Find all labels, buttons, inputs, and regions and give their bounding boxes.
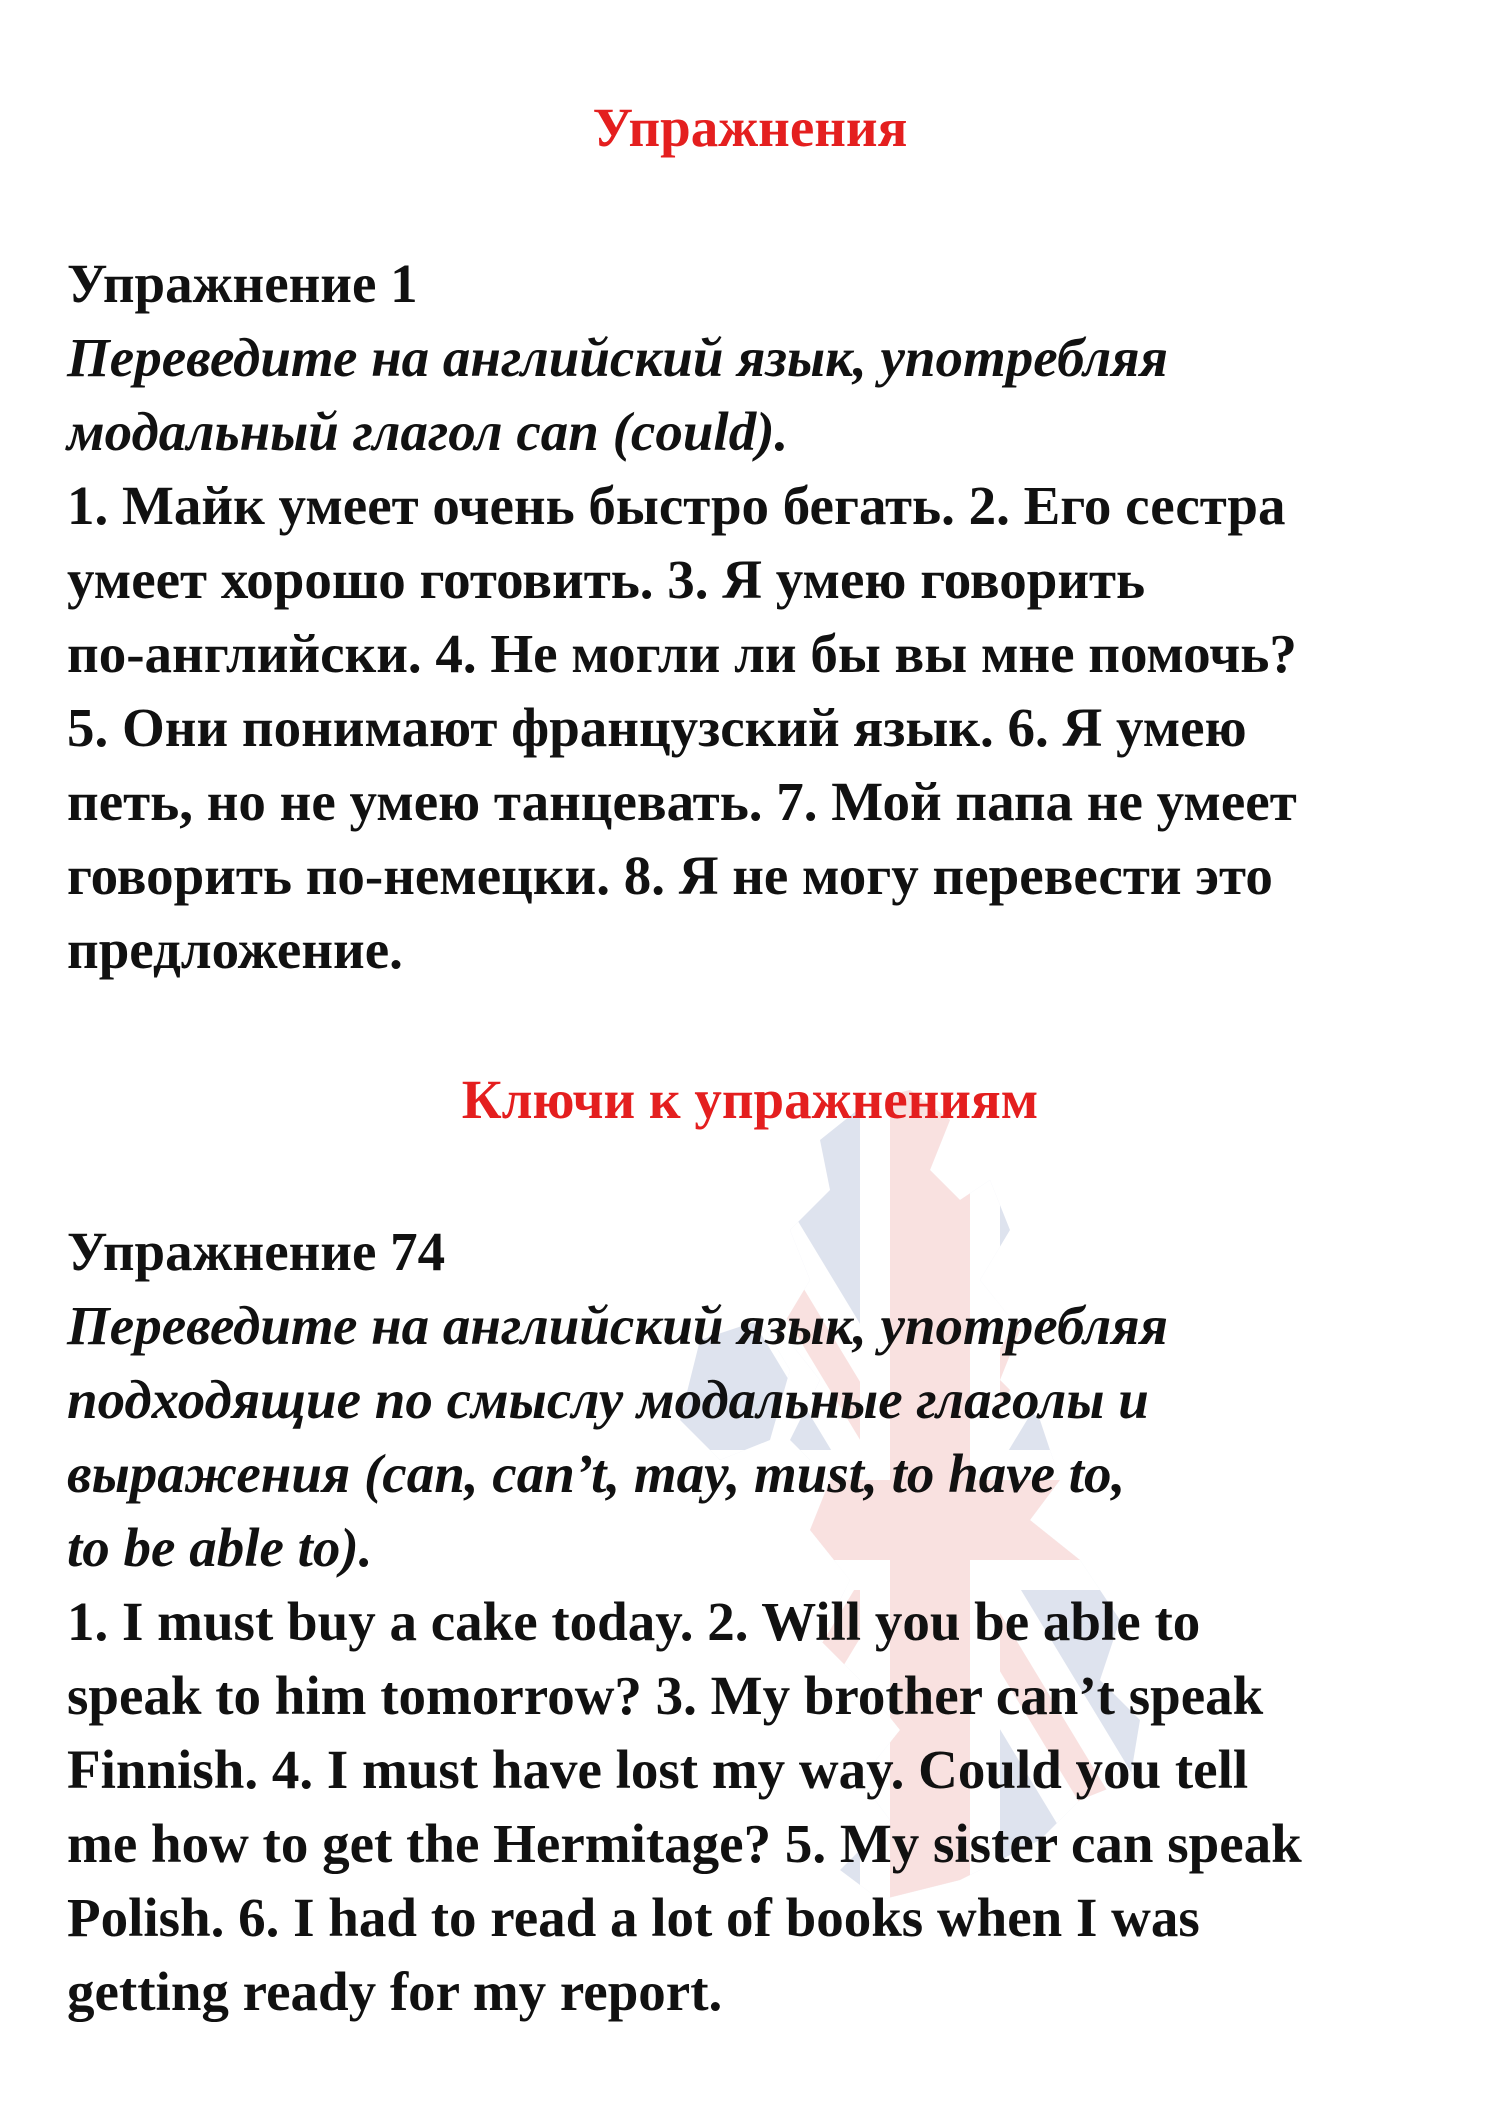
text-line: 1. Майк умеет очень быстро бегать. 2. Его сестра bbox=[67, 475, 1286, 536]
exercise-1-instruction bbox=[67, 321, 1477, 469]
exercise-1 bbox=[67, 247, 1477, 987]
text-line: предложение. bbox=[67, 919, 403, 980]
instruction-line: модальный глагол can (could). bbox=[67, 401, 789, 462]
exercise-74-text bbox=[67, 1585, 1477, 2029]
exercise-74 bbox=[67, 1215, 1477, 2029]
exercise-74-instruction bbox=[67, 1289, 1477, 1585]
text-line: 5. Они понимают французский язык. 6. Я умею bbox=[67, 697, 1247, 758]
page-title: Упражнения bbox=[592, 97, 908, 158]
exercise-1-heading: Упражнение 1 bbox=[67, 253, 418, 314]
exercise-74-heading: Упражнение 74 bbox=[67, 1221, 446, 1282]
text-line: Polish. 6. I had to read a lot of books when I was bbox=[67, 1887, 1200, 1948]
instruction-line: Переведите на английский язык, употребляя bbox=[67, 327, 1168, 388]
exercise-1-text bbox=[67, 469, 1477, 987]
keys-section-title: Ключи к упражнениям bbox=[461, 1069, 1039, 1130]
instruction-line: Переведите на английский язык, употребляя bbox=[67, 1295, 1168, 1356]
text-line: говорить по-немецки. 8. Я не могу перевести это bbox=[67, 845, 1273, 906]
text-line: speak to him tomorrow? 3. My brother can’t speak bbox=[67, 1665, 1264, 1726]
text-line: getting ready for my report. bbox=[67, 1961, 723, 2022]
instruction-line: выражения (can, can’t, may, must, to have to, bbox=[67, 1443, 1126, 1504]
instruction-line: to be able to). bbox=[67, 1517, 373, 1578]
text-line: петь, но не умею танцевать. 7. Мой папа не умеет bbox=[67, 771, 1297, 832]
text-line: me how to get the Hermitage? 5. My sister can speak bbox=[67, 1813, 1302, 1874]
instruction-line: подходящие по смыслу модальные глаголы и bbox=[67, 1369, 1149, 1430]
text-line: 1. I must buy a cake today. 2. Will you be able to bbox=[67, 1591, 1201, 1652]
text-line: по-английски. 4. Не могли ли бы вы мне помочь? bbox=[67, 623, 1297, 684]
text-line: Finnish. 4. I must have lost my way. Could you tell bbox=[67, 1739, 1249, 1800]
text-line: умеет хорошо готовить. 3. Я умею говорить bbox=[67, 549, 1146, 610]
